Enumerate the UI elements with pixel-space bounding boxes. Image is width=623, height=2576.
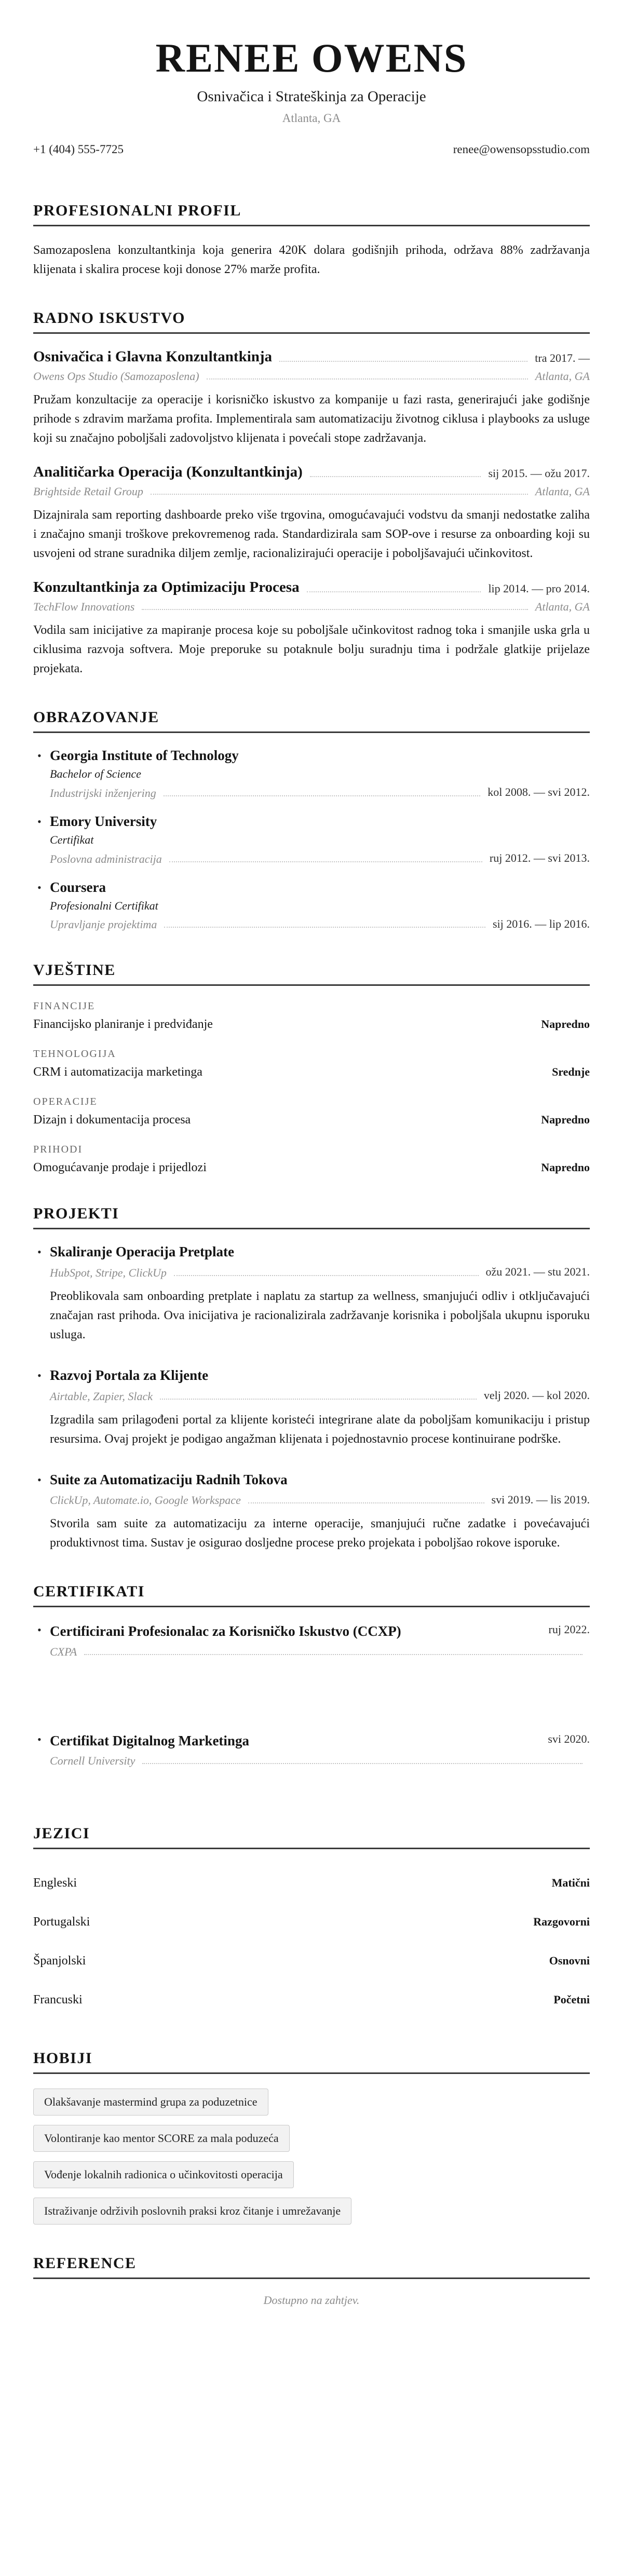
education-sub-row xyxy=(50,784,590,800)
language-name: Portugalski xyxy=(33,1915,90,1929)
language-name: Francuski xyxy=(33,1993,83,2007)
experience-item xyxy=(33,464,590,563)
skill-level: Napredno xyxy=(541,1018,590,1031)
dotted-leader xyxy=(84,1654,583,1655)
candidate-location: Atlanta, GA xyxy=(282,112,341,125)
education-item xyxy=(33,748,590,800)
project-name: • Suite za Automatizaciju Radnih Tokova xyxy=(50,1471,288,1487)
job-dates: lip 2014. — pro 2014. xyxy=(488,581,590,595)
section-heading-profile: PROFESIONALNI PROFIL xyxy=(33,202,590,226)
school-name: • Georgia Institute of Technology xyxy=(50,748,239,764)
certification-item xyxy=(33,1731,590,1768)
degree: Certifikat xyxy=(50,833,94,846)
skills-group xyxy=(33,1000,590,1032)
experience-item xyxy=(33,348,590,448)
dotted-leader xyxy=(160,1399,477,1400)
project-item xyxy=(33,1472,590,1553)
language-row xyxy=(33,1942,590,1981)
skill-category: PRIHODI xyxy=(33,1144,83,1156)
project-description: Preoblikovala sam onboarding pretplate i naplatu za startup za wellness, smanjujući odliv i otključavajući značajan rast prihoda. Ova inicijativa je racionalizirala zadržavanje korisnika i poboljšala ukupnu isporuku usluga. xyxy=(50,1289,590,1341)
dotted-leader xyxy=(307,591,481,592)
education-sub-row xyxy=(50,850,590,866)
project-item xyxy=(33,1367,590,1449)
dotted-leader xyxy=(279,361,527,362)
skill-row xyxy=(33,1113,590,1127)
section-heading-projects: PROJEKTI xyxy=(33,1205,590,1229)
language-level: Osnovni xyxy=(549,1954,590,1968)
certification-head-row xyxy=(50,1731,590,1750)
hobby-pill: Istraživanje održivih poslovnih praksi kroz čitanje i umrežavanje xyxy=(33,2198,351,2225)
job-description: Pružam konzultacije za operacije i korisničko iskustvo za kompanije u fazi rasta, generirajući jake godišnje prihode s zdravim maržama profita. Implementirala sam automatizaciju životnog ciklusa i playbooks za usluge koji su značajno poboljšali zadovoljstvo klijenata i povećali stope zadržavanja. xyxy=(33,393,590,445)
education-dates: kol 2008. — svi 2012. xyxy=(487,785,590,799)
language-level: Matični xyxy=(551,1876,590,1890)
skill-level: Srednje xyxy=(552,1065,590,1079)
section-education xyxy=(33,709,590,931)
language-level: Početni xyxy=(553,1993,590,2006)
project-tools: Airtable, Zapier, Slack xyxy=(50,1389,153,1403)
section-certifications xyxy=(33,1583,590,1768)
language-row xyxy=(33,1981,590,2019)
section-heading-references: REFERENCE xyxy=(33,2255,590,2279)
degree: Bachelor of Science xyxy=(50,767,141,781)
skill-row xyxy=(33,1161,590,1175)
experience-head-row xyxy=(33,579,590,596)
experience-sub-row xyxy=(33,370,590,383)
skill-row xyxy=(33,1018,590,1032)
project-description: Stvorila sam suite za automatizaciju za interne operacije, smanjujući ručne zadatke i povećavajući produktivnost tima. Sustav je osigurao dosljedne procese preko projekata i poboljšao rokove isporuke. xyxy=(50,1517,590,1550)
phone-number: +1 (404) 555-7725 xyxy=(33,143,124,156)
education-sub-row xyxy=(50,916,590,932)
dotted-leader xyxy=(142,609,528,610)
skill-name: CRM i automatizacija marketinga xyxy=(33,1065,202,1079)
skills-group xyxy=(33,1096,590,1127)
certification-issuer: Cornell University xyxy=(50,1754,136,1768)
language-level: Razgovorni xyxy=(533,1915,590,1929)
project-description: Izgradila sam prilagođeni portal za klijente koristeći integrirane alate da poboljšam komunikaciju i pristup resursima. Ovaj projekt je podigao angažman klijenata i pojednostavnio procese kontinuirane podrške. xyxy=(50,1413,590,1446)
email-address[interactable]: renee@owensopsstudio.com xyxy=(453,143,590,156)
section-experience xyxy=(33,309,590,679)
certification-issuer: CXPA xyxy=(50,1645,77,1658)
project-sub-row xyxy=(50,1492,590,1508)
dotted-leader xyxy=(142,1763,583,1764)
language-row xyxy=(33,1864,590,1903)
section-heading-languages: JEZICI xyxy=(33,1825,590,1849)
candidate-name: RENEE OWENS xyxy=(155,35,468,80)
section-profile xyxy=(33,202,590,279)
dotted-leader xyxy=(164,927,485,928)
section-references xyxy=(33,2255,590,2307)
skill-category: TEHNOLOGIJA xyxy=(33,1048,116,1060)
certification-dates: ruj 2022. xyxy=(548,1623,590,1636)
project-dates: velj 2020. — kol 2020. xyxy=(483,1388,590,1402)
certification-name: • Certifikat Digitalnog Marketinga xyxy=(50,1732,249,1748)
skills-group xyxy=(33,1048,590,1079)
experience-item xyxy=(33,579,590,679)
section-heading-skills: VJEŠTINE xyxy=(33,961,590,986)
skill-category: OPERACIJE xyxy=(33,1096,98,1108)
job-location: Atlanta, GA xyxy=(535,600,590,614)
certification-head-row xyxy=(50,1622,590,1640)
project-name: • Razvoj Portala za Klijente xyxy=(50,1367,209,1383)
skill-category: FINANCIJE xyxy=(33,1000,96,1012)
contact-row xyxy=(33,143,590,156)
section-heading-certifications: CERTIFIKATI xyxy=(33,1583,590,1607)
job-dates: sij 2015. — ožu 2017. xyxy=(488,466,590,480)
job-title: Analitičarka Operacija (Konzultantkinja) xyxy=(33,464,303,481)
skill-name: Dizajn i dokumentacija procesa xyxy=(33,1113,191,1127)
job-description: Vodila sam inicijative za mapiranje procesa koje su poboljšale učinkovitost radnog toka i smanjile uska grla u ciklusima razvoja softvera. Moje preporuke su potaknule bolju suradnju tima i podržale glatkije prijelaze projekata. xyxy=(33,623,590,676)
skill-row xyxy=(33,1065,590,1079)
section-heading-experience: RADNO ISKUSTVO xyxy=(33,309,590,334)
dotted-leader xyxy=(151,494,528,495)
project-sub-row xyxy=(50,1388,590,1403)
section-projects xyxy=(33,1205,590,1553)
job-dates: tra 2017. — xyxy=(535,351,590,364)
language-name: Engleski xyxy=(33,1876,77,1890)
school-name: • Emory University xyxy=(50,813,157,829)
project-sub-row xyxy=(50,1264,590,1280)
job-title: Osnivačica i Glavna Konzultantkinja xyxy=(33,348,273,365)
section-hobbies xyxy=(33,2050,590,2225)
skills-group xyxy=(33,1144,590,1175)
skill-name: Financijsko planiranje i predviđanje xyxy=(33,1018,213,1032)
hobby-pill: Vođenje lokalnih radionica o učinkovitosti operacija xyxy=(33,2161,294,2188)
project-name: • Skaliranje Operacija Pretplate xyxy=(50,1244,234,1260)
dotted-leader xyxy=(174,1275,479,1276)
section-languages xyxy=(33,1825,590,2019)
school-name: • Coursera xyxy=(50,879,106,895)
dotted-leader xyxy=(310,476,481,477)
section-skills xyxy=(33,961,590,1175)
experience-head-row xyxy=(33,348,590,365)
field-of-study: Industrijski inženjering xyxy=(50,786,156,799)
language-row xyxy=(33,1903,590,1942)
dotted-leader xyxy=(164,795,480,796)
certification-dates: svi 2020. xyxy=(548,1732,590,1745)
company-name: Brightside Retail Group xyxy=(33,485,143,498)
certification-item xyxy=(33,1622,590,1658)
job-title: Konzultantkinja za Optimizaciju Procesa xyxy=(33,579,300,596)
language-name: Španjolski xyxy=(33,1954,86,1968)
field-of-study: Upravljanje projektima xyxy=(50,918,157,931)
certification-sub-row xyxy=(50,1645,590,1659)
references-text: Dostupno na zahtjev. xyxy=(263,2294,360,2307)
experience-sub-row xyxy=(33,600,590,614)
dotted-leader xyxy=(248,1502,484,1503)
project-tools: HubSpot, Stripe, ClickUp xyxy=(50,1266,167,1279)
job-description: Dizajnirala sam reporting dashboarde preko više trgovina, omogućavajući vodstvu da smanji nedostatke zaliha i značajno smanji troškove prekovremenog rada. Standardizirala sam SOP-ove i resurse za onboarding koji su usvojeni od strane suradnika diljem zemlje, racionalizirajući operacije i poboljšavajući učinkovitost. xyxy=(33,508,590,561)
company-name: Owens Ops Studio (Samozaposlena) xyxy=(33,370,199,383)
skill-level: Napredno xyxy=(541,1161,590,1174)
job-location: Atlanta, GA xyxy=(535,370,590,383)
field-of-study: Poslovna administracija xyxy=(50,852,162,865)
dotted-leader xyxy=(207,378,528,379)
skill-name: Omogućavanje prodaje i prijedlozi xyxy=(33,1161,207,1175)
project-dates: ožu 2021. — stu 2021. xyxy=(485,1265,590,1279)
education-dates: ruj 2012. — svi 2013. xyxy=(489,851,590,864)
degree: Profesionalni Certifikat xyxy=(50,899,158,912)
resume-header xyxy=(33,36,590,156)
skill-level: Napredno xyxy=(541,1113,590,1127)
certification-sub-row xyxy=(50,1754,590,1768)
project-item xyxy=(33,1244,590,1345)
education-dates: sij 2016. — lip 2016. xyxy=(492,917,590,930)
job-location: Atlanta, GA xyxy=(535,485,590,498)
project-dates: svi 2019. — lis 2019. xyxy=(491,1493,590,1506)
dotted-leader xyxy=(169,861,482,862)
candidate-title: Osnivačica i Strateškinja za Operacije xyxy=(197,88,426,105)
section-heading-education: OBRAZOVANJE xyxy=(33,709,590,733)
certification-name: • Certificirani Profesionalac za Korisničko Iskustvo (CCXP) xyxy=(50,1623,401,1639)
hobby-pill: Volontiranje kao mentor SCORE za mala poduzeća xyxy=(33,2125,290,2152)
education-item xyxy=(33,814,590,866)
company-name: TechFlow Innovations xyxy=(33,600,135,614)
education-item xyxy=(33,879,590,932)
section-heading-hobbies: HOBIJI xyxy=(33,2050,590,2074)
profile-text: Samozaposlena konzultantkinja koja generira 420K dolara godišnjih prihoda, održava 88% zadržavanja klijenata i skalira procese koji donose 27% marže profita. xyxy=(33,243,590,277)
project-tools: ClickUp, Automate.io, Google Workspace xyxy=(50,1494,241,1507)
experience-sub-row xyxy=(33,485,590,498)
experience-head-row xyxy=(33,464,590,481)
hobby-pill: Olakšavanje mastermind grupa za poduzetnice xyxy=(33,2089,268,2116)
